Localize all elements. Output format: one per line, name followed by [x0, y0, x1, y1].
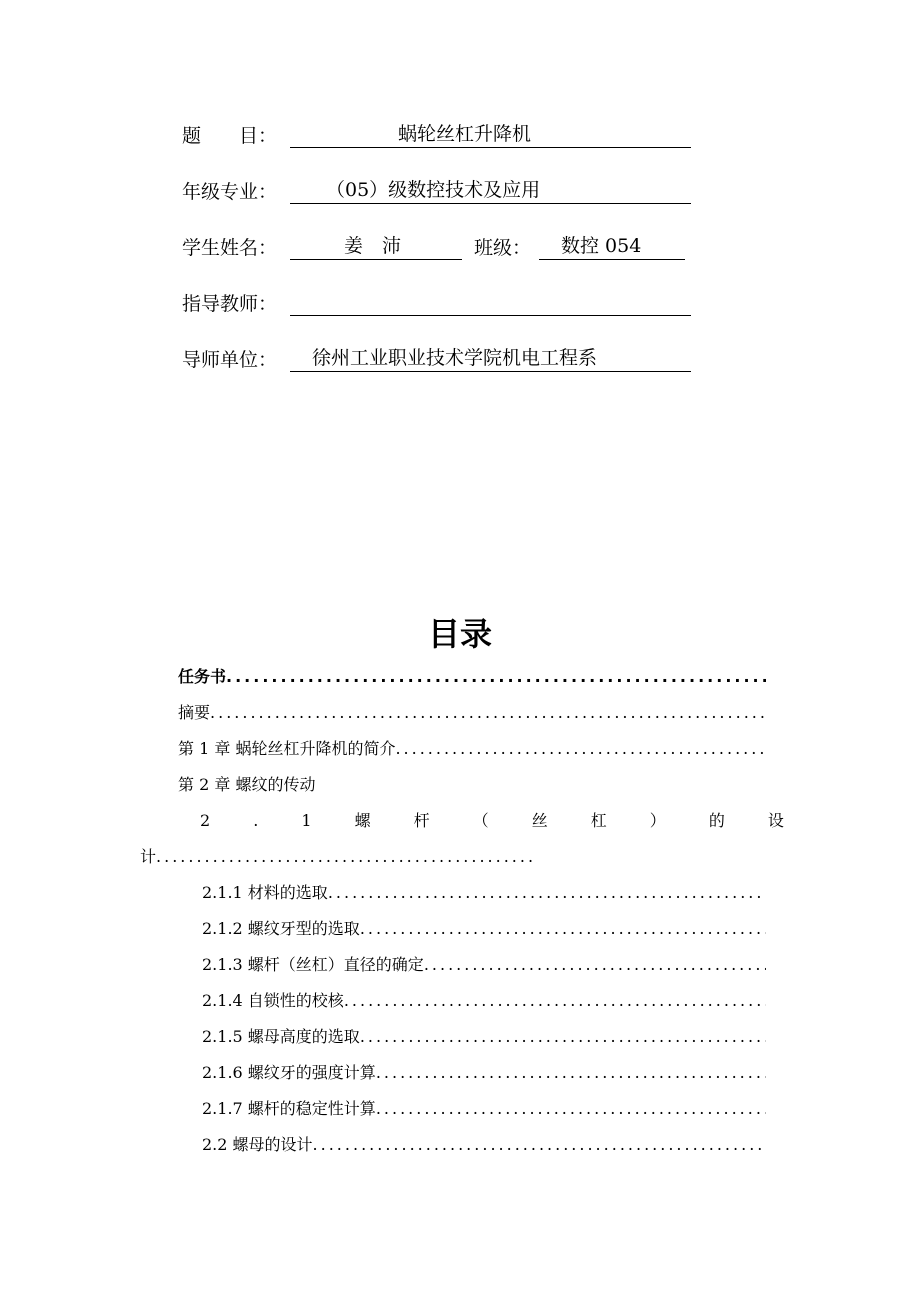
- grade-field: [290, 178, 691, 204]
- toc-leader: [210, 703, 766, 723]
- toc-leader: [395, 739, 766, 759]
- toc-leader: [424, 955, 766, 975]
- student-label: 学生姓名：: [182, 237, 278, 259]
- toc-leader: [360, 1027, 766, 1047]
- toc-leader: [360, 919, 766, 939]
- toc-entry-2-1-3[interactable]: 2.1.3 螺杆（丝杠）直径的确定 .....: [202, 955, 766, 975]
- topic-value: 蜗轮丝杠升降机: [398, 123, 532, 145]
- toc-leader: [313, 1135, 766, 1155]
- toc-entry-2-1-2[interactable]: 2.1.2 螺纹牙型的选取 .....: [202, 919, 766, 939]
- toc-leader: [328, 883, 766, 903]
- toc-entry-2-1-6[interactable]: 2.1.6 螺纹牙的强度计算 .....: [202, 1063, 766, 1083]
- student-value: 姜 沛: [344, 235, 402, 257]
- toc-entry-2-1-5[interactable]: 2.1.5 螺母高度的选取 .....: [202, 1027, 766, 1047]
- toc-entry-2-1-1[interactable]: 2.1.1 材料的选取 .....: [202, 883, 766, 903]
- toc-entry-task-book[interactable]: 任务书 .....: [178, 667, 766, 687]
- toc-leader: [376, 1099, 766, 1119]
- toc-entry-2-1-cont[interactable]: 计 .....: [140, 847, 536, 867]
- advisor-label: 指导教师：: [182, 293, 278, 315]
- grade-value: （05）级数控技术及应用: [326, 179, 541, 201]
- toc-title: 目录: [427, 615, 492, 653]
- class-field: [539, 234, 685, 260]
- toc-entry-2-1-4[interactable]: 2.1.4 自锁性的校核 .....: [202, 991, 766, 1011]
- toc-entry-chapter-1[interactable]: 第 1 章 蜗轮丝杠升降机的简介 .....: [178, 739, 766, 759]
- toc-leader: [226, 667, 766, 687]
- grade-label: 年级专业：: [182, 181, 278, 203]
- toc-entry-2-2[interactable]: 2.2 螺母的设计 .....: [202, 1135, 766, 1155]
- advisor-field: [290, 290, 691, 316]
- class-value: 数控 054: [561, 235, 642, 257]
- student-field: [290, 234, 462, 260]
- toc-leader: [156, 847, 536, 867]
- topic-field: [290, 122, 691, 148]
- unit-field: [290, 346, 691, 372]
- unit-value: 徐州工业职业技术学院机电工程系: [312, 347, 598, 369]
- toc-entry-chapter-2[interactable]: 第 2 章 螺纹的传动: [178, 775, 316, 794]
- toc-entry-abstract[interactable]: 摘要 .....: [178, 703, 766, 723]
- topic-label: 题 目：: [182, 125, 278, 147]
- toc-entry-2-1-7[interactable]: 2.1.7 螺杆的稳定性计算 .....: [202, 1099, 766, 1119]
- unit-label: 导师单位：: [182, 349, 278, 371]
- toc-leader: [376, 1063, 766, 1083]
- toc-leader: [344, 991, 766, 1011]
- class-label: 班级：: [474, 237, 532, 259]
- toc-entry-2-1[interactable]: 2 . 1 螺 杆 （ 丝 杠 ） 的 设: [200, 811, 784, 830]
